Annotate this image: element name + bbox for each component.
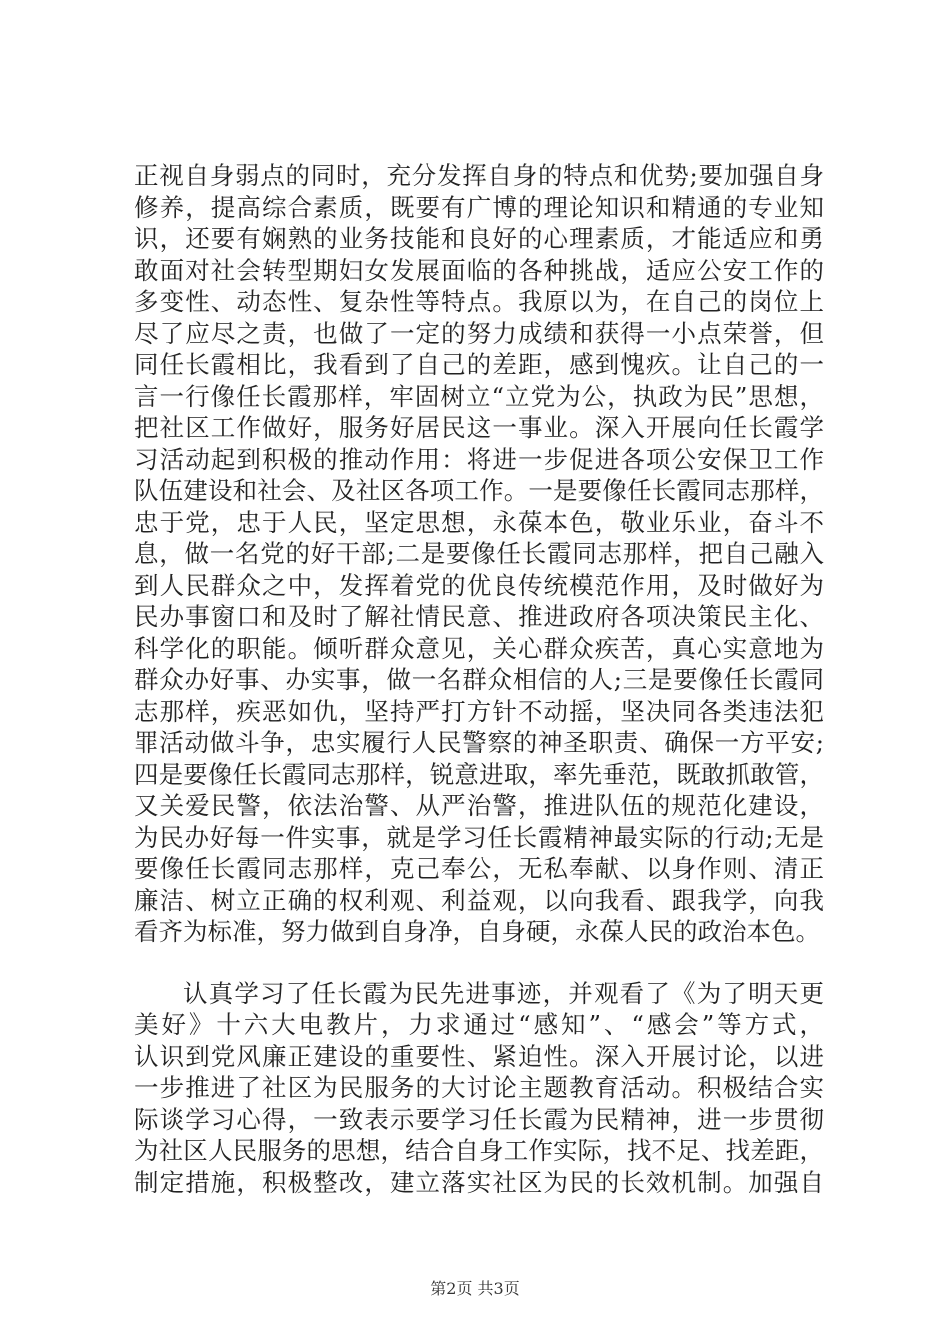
page-number-footer: 第2页 共3页 [430, 1279, 520, 1298]
paragraph-line: 认真学习了任长霞为民先进事迹，并观看了《为了明天更 [183, 978, 824, 1008]
paragraph-1 [134, 160, 824, 948]
paragraph-line: 廉洁、树立正确的权利观、利益观，以向我看、跟我学，向我 [134, 885, 824, 915]
paragraph-line: 习活动起到积极的推动作用：将进一步促进各项公安保卫工作 [134, 444, 824, 474]
paragraph-line: 息，做一名党的好干部;二是要像任长霞同志那样，把自己融入 [134, 539, 824, 568]
paragraph-line: 美好》十六大电教片，力求通过“感知”、“感会”等方式， [134, 1010, 824, 1039]
paragraph-line: 忠于党，忠于人民，坚定思想，永葆本色，敬业乐业，奋斗不 [134, 507, 824, 537]
paragraph-line: 多变性、动态性、复杂性等特点。我原以为，在自己的岗位上 [134, 287, 824, 316]
paragraph-line: 制定措施，积极整改，建立落实社区为民的长效机制。加强自 [134, 1167, 824, 1197]
paragraph-line: 看齐为标准，努力做到自身净，自身硬，永葆人民的政治本色。 [134, 917, 820, 946]
paragraph-line: 四是要像任长霞同志那样，锐意进取，率先垂范，既敢抓敢管， [134, 759, 824, 789]
paragraph-line: 认识到党风廉正建设的重要性、紧迫性。深入开展讨论，以进 [134, 1041, 824, 1071]
paragraph-line: 志那样，疾恶如仇，坚持严打方针不动摇，坚决同各类违法犯 [134, 696, 824, 726]
paragraph-2 [134, 978, 824, 1199]
paragraph-line: 言一行像任长霞那样，牢固树立“立党为公，执政为民”思想， [134, 381, 824, 411]
paragraph-line: 同任长霞相比，我看到了自己的差距，感到愧疚。让自己的一 [134, 350, 824, 379]
paragraph-line: 际谈学习心得，一致表示要学习任长霞为民精神，进一步贯彻 [134, 1104, 824, 1134]
paragraph-line: 为社区人民服务的思想，结合自身工作实际，找不足、找差距， [134, 1136, 824, 1165]
paragraph-line: 尽了应尽之责，也做了一定的努力成绩和获得一小点荣誉，但 [134, 318, 824, 348]
paragraph-line: 又关爱民警，依法治警、从严治警，推进队伍的规范化建设， [134, 791, 824, 820]
paragraph-line: 修养，提高综合素质，既要有广博的理论知识和精通的专业知 [134, 192, 824, 222]
paragraph-line: 到人民群众之中，发挥着党的优良传统模范作用，及时做好为 [134, 570, 824, 600]
paragraph-line: 正视自身弱点的同时，充分发挥自身的特点和优势;要加强自身 [134, 161, 824, 190]
paragraph-line: 群众办好事、办实事，做一名群众相信的人;三是要像任长霞同 [134, 665, 824, 694]
paragraph-line: 为民办好每一件实事，就是学习任长霞精神最实际的行动;无是 [134, 822, 824, 852]
paragraph-gap [134, 948, 824, 978]
document-body [134, 160, 824, 1198]
paragraph-line: 科学化的职能。倾听群众意见，关心群众疾苦，真心实意地为 [134, 633, 824, 663]
paragraph-line: 把社区工作做好，服务好居民这一事业。深入开展向任长霞学 [134, 413, 824, 442]
paragraph-line: 队伍建设和社会、及社区各项工作。一是要像任长霞同志那样， [134, 476, 824, 505]
paragraph-line: 一步推进了社区为民服务的大讨论主题教育活动。积极结合实 [134, 1073, 824, 1102]
paragraph-line: 识，还要有娴熟的业务技能和良好的心理素质，才能适应和勇 [134, 224, 824, 253]
paragraph-line: 罪活动做斗争，忠实履行人民警察的神圣职责、确保一方平安; [134, 728, 824, 757]
paragraph-line: 民办事窗口和及时了解社情民意、推进政府各项决策民主化、 [134, 602, 824, 631]
paragraph-line: 敢面对社会转型期妇女发展面临的各种挑战，适应公安工作的 [134, 255, 824, 285]
paragraph-line: 要像任长霞同志那样，克己奉公，无私奉献、以身作则、清正 [134, 854, 824, 883]
